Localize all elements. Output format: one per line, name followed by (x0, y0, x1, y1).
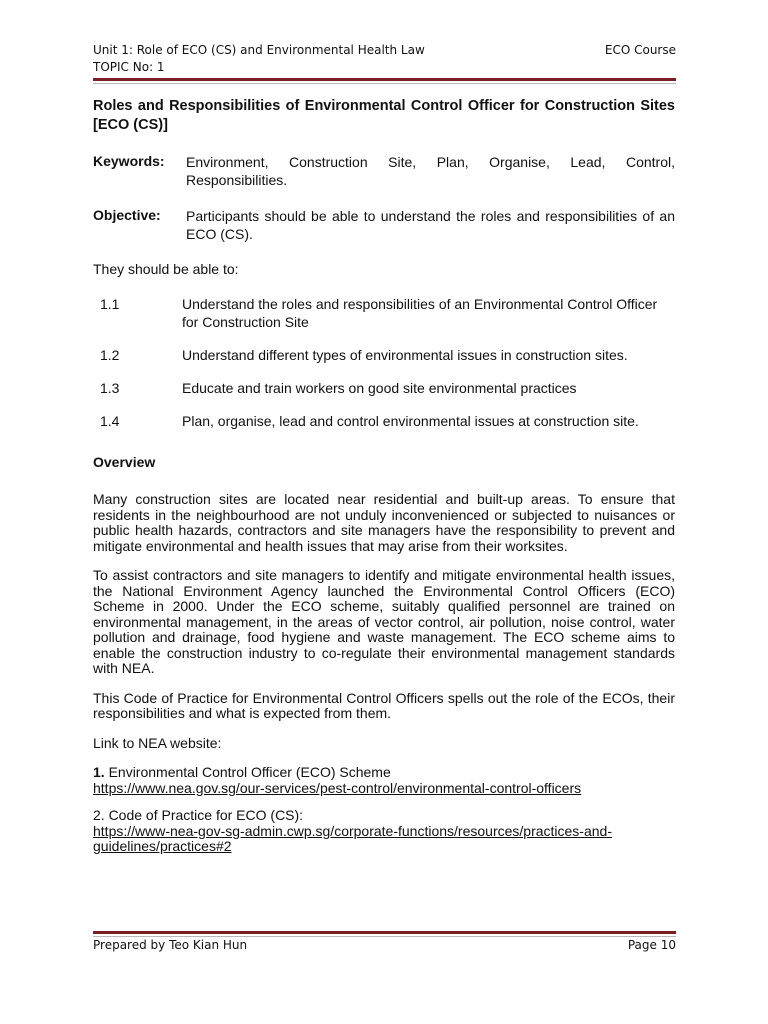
header-topic: TOPIC No: 1 (93, 60, 165, 74)
keywords-line2: Responsibilities. (186, 172, 288, 188)
list-item-text: Plan, organise, lead and control environmental issues at construction site. (182, 413, 639, 429)
code-of-practice-link-line2: guidelines/practices#2 (93, 838, 232, 854)
eco-scheme-link[interactable]: https://www.nea.gov.sg/our-services/pest-control/environmental-control-officers (93, 779, 582, 796)
list-item-text: Understand different types of environmental issues in construction sites. (182, 347, 628, 363)
link-1-title (93, 765, 675, 781)
list-item (93, 346, 675, 364)
link-block-1 (93, 765, 675, 796)
list-item-number: 1.1 (100, 296, 120, 312)
overview-paragraph-3: This Code of Practice for Environmental Control Officers spells out the role of the ECOs, their responsibilities and what is expected from them. (93, 689, 675, 721)
list-item-text: Educate and train workers on good site environmental practices (182, 380, 577, 396)
objectives-list (93, 295, 675, 430)
overview-paragraph-1: Many construction sites are located near residential and built-up areas. To ensure that residents in the neighbourhood are not unduly inconvenienced or subjected to nuisances or public health hazards, contractors and site managers have the responsibility to prevent and mitigate environmental and health issues that may arise from their worksites. (93, 491, 675, 554)
header-unit-title: Unit 1: Role of ECO (CS) and Environmental Health Law (93, 43, 425, 57)
keywords-value (186, 153, 675, 189)
list-item (93, 379, 675, 397)
list-item-number: 1.3 (100, 380, 120, 396)
code-of-practice-link[interactable] (93, 824, 675, 855)
footer-page-number: Page 10 (627, 938, 676, 952)
page-title: Roles and Responsibilities of Environmental Control Officer for Construction Sites [ECO (CS)] (93, 98, 675, 133)
links-intro: Link to NEA website: (93, 734, 222, 751)
page-footer (93, 938, 676, 952)
keywords-row (93, 153, 675, 189)
list-item (93, 412, 675, 430)
objective-row (93, 207, 675, 243)
overview-heading: Overview (93, 454, 156, 470)
header-course-name: ECO Course (604, 43, 676, 57)
list-item-number: 1.2 (100, 347, 120, 363)
link-1-label: Environmental Control Officer (ECO) Scheme (104, 764, 391, 780)
objective-label: Objective: (93, 207, 161, 223)
intro-text: They should be able to: (93, 261, 239, 277)
page-content (93, 97, 675, 869)
link-2-label: 2. Code of Practice for ECO (CS): (93, 807, 304, 823)
header-divider (93, 78, 676, 84)
list-item-number: 1.4 (100, 413, 120, 429)
code-of-practice-link-line1: https://www-nea-gov-sg-admin.cwp.sg/corporate-functions/resources/practices-and- (93, 822, 612, 839)
link-1-number: 1. (93, 764, 105, 780)
footer-author: Prepared by Teo Kian Hun (93, 938, 248, 952)
overview-paragraph-2: To assist contractors and site managers to identify and mitigate environmental health issues, the National Environment Agency launched the Environmental Control Officers (ECO) Scheme in 2000. Under the ECO scheme, suitably qualified personnel are trained on environmental management, in the areas of vector control, air pollution, noise control, water pollution and drainage, food hygiene and waste management. The ECO scheme aims to enable the construction industry to co-regulate their environmental management standards with NEA. (93, 567, 675, 676)
page-header (93, 43, 676, 57)
keywords-line1: Environment, Construction Site, Plan, Organise, Lead, Control, (186, 154, 675, 170)
objective-value: Participants should be able to understand the roles and responsibilities of an ECO (CS). (186, 208, 675, 242)
link-block-2 (93, 808, 675, 855)
list-item-text: Understand the roles and responsibilities of an Environmental Control Officer for Construction Site (182, 296, 658, 330)
keywords-label: Keywords: (93, 153, 165, 169)
footer-divider (93, 931, 676, 937)
list-item (93, 295, 675, 331)
